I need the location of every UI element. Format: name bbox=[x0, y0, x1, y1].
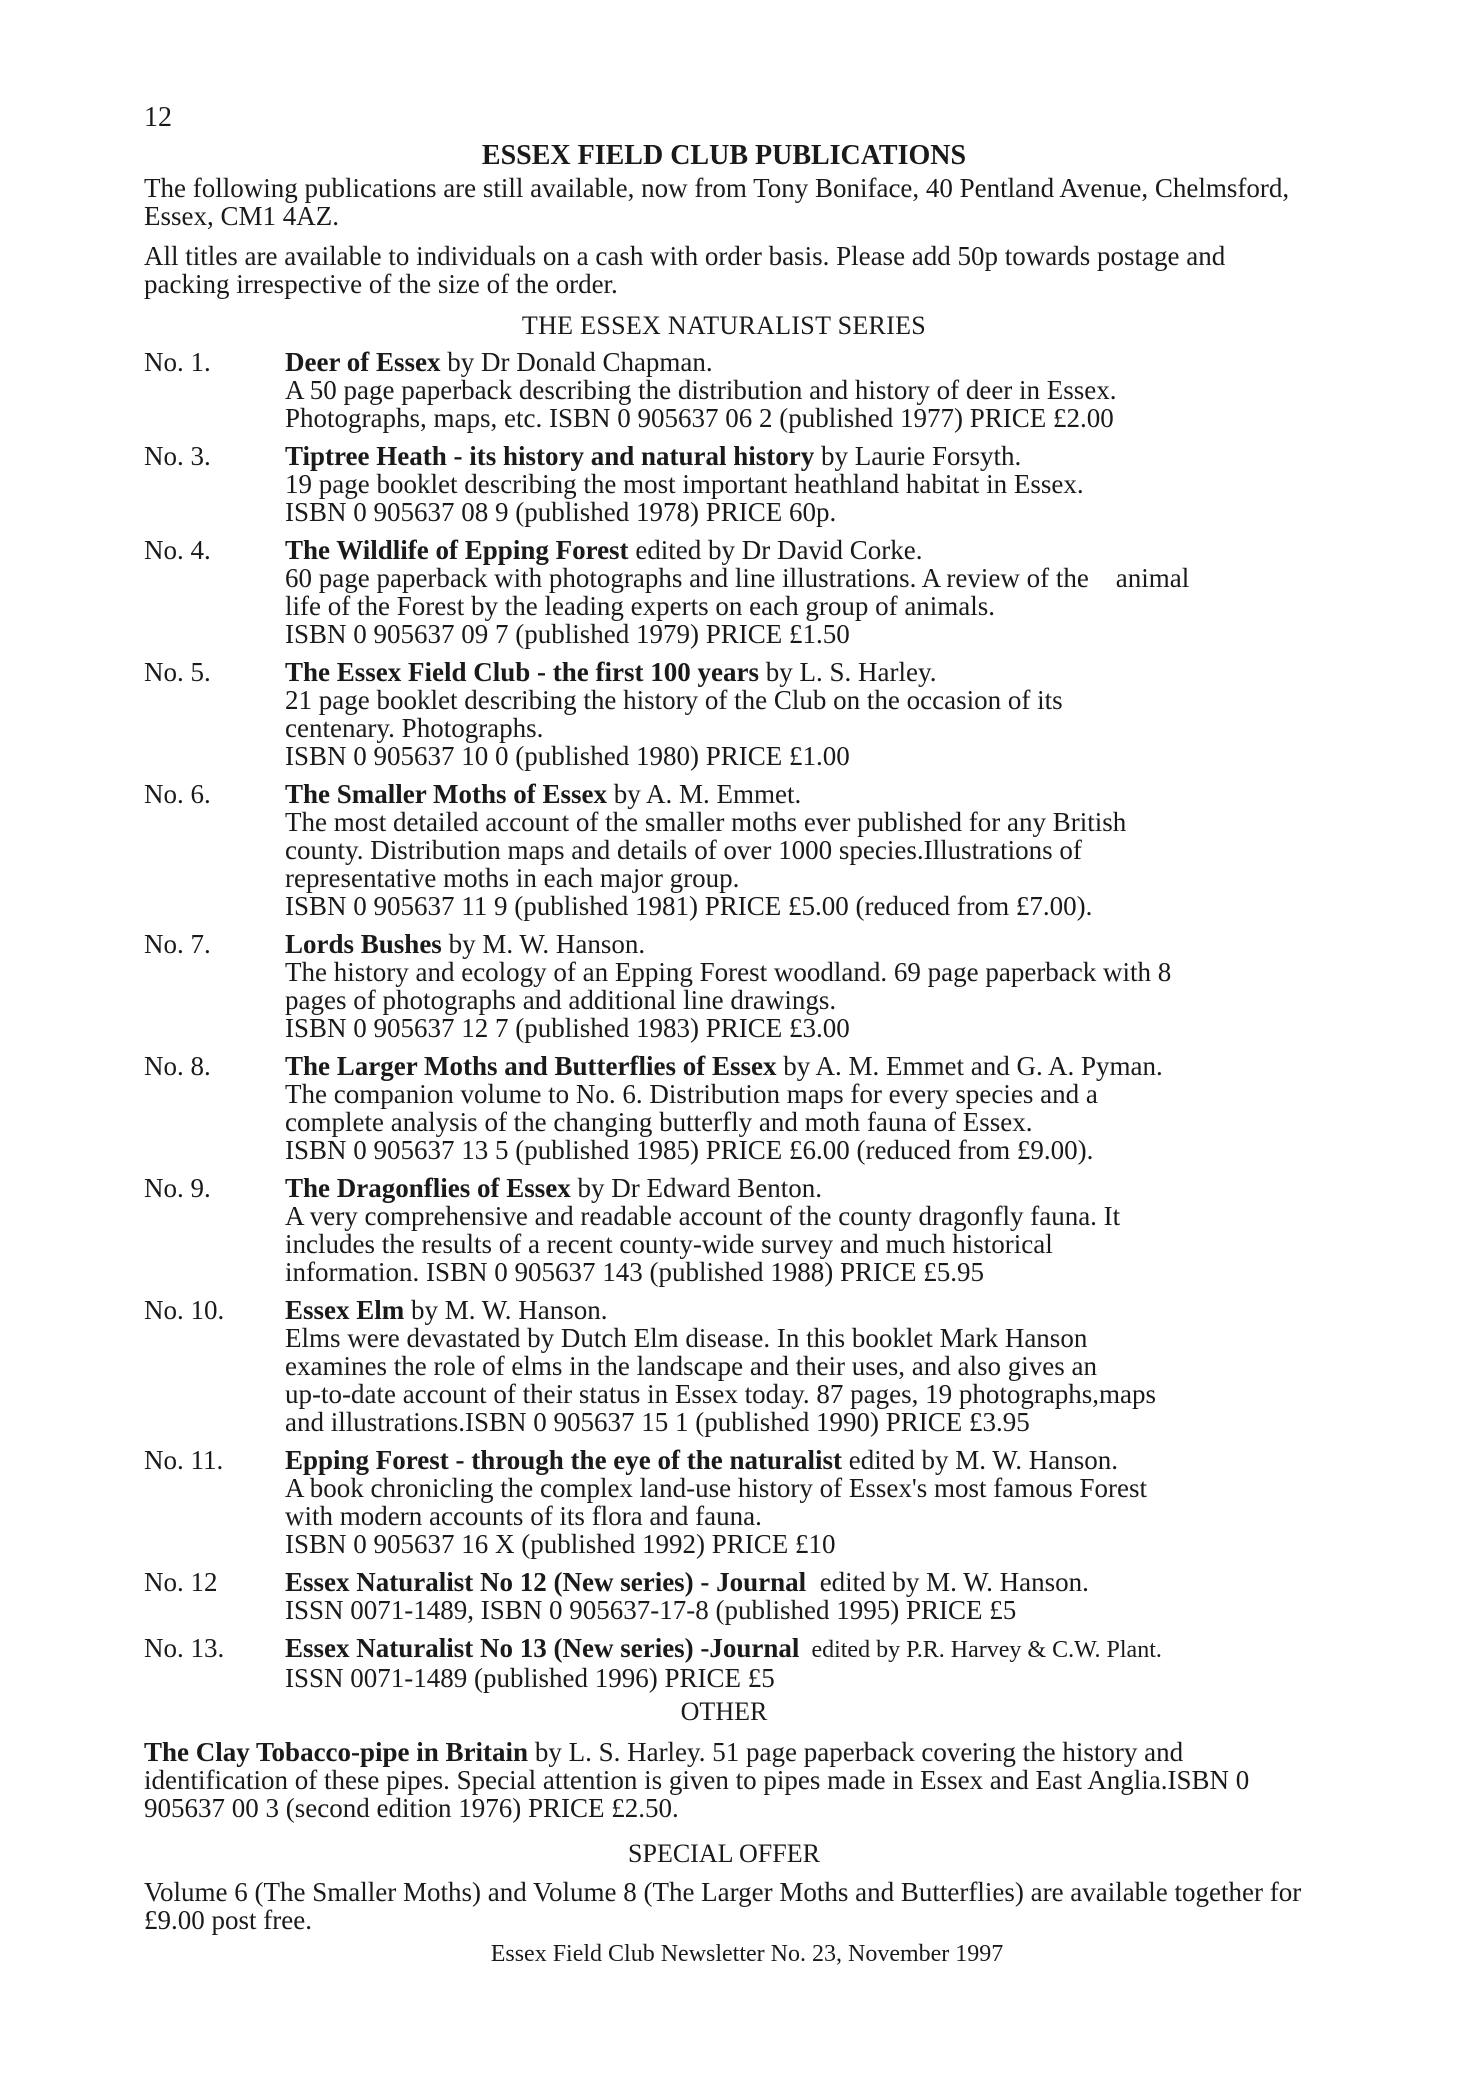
publication-description-line: The history and ecology of an Epping Forest woodland. 69 page paperback with 8 bbox=[285, 957, 1172, 987]
publication-title: The Smaller Moths of Essex bbox=[285, 779, 607, 809]
publication-details bbox=[285, 536, 1304, 648]
publication-author: by L. S. Harley. bbox=[758, 657, 937, 687]
publication-author: by Dr Donald Chapman. bbox=[440, 347, 713, 377]
publication-description-line: complete analysis of the changing butterfly and moth fauna of Essex. bbox=[285, 1107, 1033, 1137]
publication-description-line: The most detailed account of the smaller moths ever published for any British bbox=[285, 807, 1127, 837]
publication-description-line: ISBN 0 905637 08 9 (published 1978) PRICE 60p. bbox=[285, 497, 837, 527]
publication-heading-line bbox=[285, 780, 1304, 808]
publication-number: No. 3. bbox=[144, 441, 211, 471]
publication-title: Essex Elm bbox=[285, 1295, 405, 1325]
publication-description-line: ISBN 0 905637 10 0 (published 1980) PRICE £1.00 bbox=[285, 741, 850, 771]
publication-details bbox=[285, 1174, 1304, 1286]
publication-title: The Dragonflies of Essex bbox=[285, 1173, 571, 1203]
publication-description-line: ISBN 0 905637 09 7 (published 1979) PRICE £1.50 bbox=[285, 619, 850, 649]
publication-entry bbox=[144, 930, 1304, 1042]
publication-number: No. 12 bbox=[144, 1567, 218, 1597]
publication-description-line: ISBN 0 905637 12 7 (published 1983) PRICE £3.00 bbox=[285, 1013, 850, 1043]
publication-details bbox=[285, 1052, 1304, 1164]
publication-description-line: ISSN 0071-1489 (published 1996) PRICE £5 bbox=[285, 1663, 775, 1693]
publication-description-line: ISBN 0 905637 11 9 (published 1981) PRICE £5.00 (reduced from £7.00). bbox=[285, 891, 1093, 921]
publication-description-line: and illustrations.ISBN 0 905637 15 1 (published 1990) PRICE £3.95 bbox=[285, 1407, 1030, 1437]
other-publication-text: by L. S. Harley. 51 page paperback covering the history and identification of these pipes. Special attention is given to pipes made in Essex and East Anglia.ISBN 0 905637 00 3 (second edition 1976) PRICE £2.50. bbox=[144, 1737, 1250, 1823]
series-heading: THE ESSEX NATURALIST SERIES bbox=[521, 311, 927, 340]
publication-number: No. 1. bbox=[144, 347, 211, 377]
publication-heading-line bbox=[285, 1052, 1304, 1080]
publication-entry bbox=[144, 1568, 1304, 1624]
newsletter-footer: Essex Field Club Newsletter No. 23, November 1997 bbox=[490, 1941, 1004, 1967]
publication-title: Essex Naturalist No 13 (New series) -Journal bbox=[285, 1633, 800, 1663]
publication-description-line: The companion volume to No. 6. Distribution maps for every species and a bbox=[285, 1079, 1098, 1109]
publication-author: by Laurie Forsyth. bbox=[814, 441, 1022, 471]
publication-details bbox=[285, 1446, 1304, 1558]
publication-title: Deer of Essex bbox=[285, 347, 441, 377]
publication-title: The Wildlife of Epping Forest bbox=[285, 535, 629, 565]
publication-heading-line bbox=[285, 1634, 1304, 1664]
publication-description-line: representative moths in each major group. bbox=[285, 863, 740, 893]
other-heading: OTHER bbox=[680, 1697, 768, 1726]
publication-description-line: up-to-date account of their status in Essex today. 87 pages, 19 photographs,maps bbox=[285, 1379, 1157, 1409]
publication-entry bbox=[144, 1446, 1304, 1558]
publication-description-line: ISSN 0071-1489, ISBN 0 905637-17-8 (published 1995) PRICE £5 bbox=[285, 1595, 1017, 1625]
publication-number: No. 9. bbox=[144, 1173, 211, 1203]
publication-description-line: pages of photographs and additional line drawings. bbox=[285, 985, 837, 1015]
page-number: 12 bbox=[144, 102, 172, 133]
publication-author: by A. M. Emmet and G. A. Pyman. bbox=[776, 1051, 1163, 1081]
publication-author: edited by Dr David Corke. bbox=[628, 535, 923, 565]
intro-paragraph-2: All titles are available to individuals on a cash with order basis. Please add 50p towards postage and packing irrespective of the size of the order. bbox=[144, 241, 1226, 299]
publication-title: The Larger Moths and Butterflies of Essex bbox=[285, 1051, 777, 1081]
special-offer-text: Volume 6 (The Smaller Moths) and Volume 8 (The Larger Moths and Butterflies) are available together for £9.00 post free. bbox=[144, 1877, 1302, 1935]
publication-number: No. 7. bbox=[144, 929, 211, 959]
publication-author: edited by P.R. Harvey & C.W. Plant. bbox=[799, 1637, 1162, 1663]
publication-description-line: life of the Forest by the leading experts on each group of animals. bbox=[285, 591, 996, 621]
publication-heading-line bbox=[285, 1446, 1304, 1474]
publication-description-line: ISBN 0 905637 13 5 (published 1985) PRICE £6.00 (reduced from £9.00). bbox=[285, 1135, 1094, 1165]
publication-heading-line bbox=[285, 658, 1304, 686]
publication-heading-line bbox=[285, 930, 1304, 958]
publication-heading-line bbox=[285, 536, 1304, 564]
publication-number: No. 11. bbox=[144, 1445, 224, 1475]
publication-author: edited by M. W. Hanson. bbox=[806, 1567, 1089, 1597]
other-publication bbox=[144, 1738, 1304, 1822]
publication-heading-line bbox=[285, 1568, 1304, 1596]
publication-entry bbox=[144, 1052, 1304, 1164]
publication-details bbox=[285, 442, 1304, 526]
publication-author: edited by M. W. Hanson. bbox=[842, 1445, 1119, 1475]
publication-number: No. 8. bbox=[144, 1051, 211, 1081]
publication-description-line: with modern accounts of its flora and fauna. bbox=[285, 1501, 762, 1531]
publication-description-line: A 50 page paperback describing the distribution and history of deer in Essex. bbox=[285, 375, 1117, 405]
publication-title: Essex Naturalist No 12 (New series) - Journal bbox=[285, 1567, 807, 1597]
publication-entry bbox=[144, 1174, 1304, 1286]
publication-details bbox=[285, 780, 1304, 920]
publication-author: by M. W. Hanson. bbox=[441, 929, 646, 959]
publication-title: Tiptree Heath - its history and natural history bbox=[285, 441, 815, 471]
publication-description-line: information. ISBN 0 905637 143 (published 1988) PRICE £5.95 bbox=[285, 1257, 984, 1287]
publication-author: by A. M. Emmet. bbox=[607, 779, 802, 809]
publication-description-line: centenary. Photographs. bbox=[285, 713, 544, 743]
publication-entry bbox=[144, 348, 1304, 432]
publication-author: by Dr Edward Benton. bbox=[570, 1173, 822, 1203]
publication-heading-line bbox=[285, 348, 1304, 376]
publication-title: Lords Bushes bbox=[285, 929, 442, 959]
other-publication-title: The Clay Tobacco-pipe in Britain bbox=[144, 1737, 529, 1767]
publication-number: No. 13. bbox=[144, 1633, 225, 1663]
publication-number: No. 10. bbox=[144, 1295, 225, 1325]
publication-details bbox=[285, 1634, 1304, 1692]
publication-heading-line bbox=[285, 1296, 1304, 1324]
publication-details bbox=[285, 658, 1304, 770]
publication-list bbox=[144, 348, 1304, 1692]
publication-entry bbox=[144, 536, 1304, 648]
publication-heading-line bbox=[285, 442, 1304, 470]
publication-description-line: examines the role of elms in the landscape and their uses, and also gives an bbox=[285, 1351, 1098, 1381]
publication-entry bbox=[144, 780, 1304, 920]
publication-details bbox=[285, 1568, 1304, 1624]
publication-number: No. 4. bbox=[144, 535, 211, 565]
publication-description-line: Photographs, maps, etc. ISBN 0 905637 06 2 (published 1977) PRICE £2.00 bbox=[285, 403, 1114, 433]
publication-title: Epping Forest - through the eye of the naturalist bbox=[285, 1445, 843, 1475]
publication-entry bbox=[144, 1296, 1304, 1436]
page-title: ESSEX FIELD CLUB PUBLICATIONS bbox=[481, 140, 967, 171]
publication-number: No. 6. bbox=[144, 779, 211, 809]
publication-entry bbox=[144, 658, 1304, 770]
publication-title: The Essex Field Club - the first 100 years bbox=[285, 657, 759, 687]
publication-details bbox=[285, 1296, 1304, 1436]
publication-details bbox=[285, 348, 1304, 432]
publication-description-line: includes the results of a recent county-wide survey and much historical bbox=[285, 1229, 1053, 1259]
publication-number: No. 5. bbox=[144, 657, 211, 687]
publication-heading-line bbox=[285, 1174, 1304, 1202]
publication-entry bbox=[144, 1634, 1304, 1692]
special-offer-heading: SPECIAL OFFER bbox=[628, 1839, 820, 1868]
publication-description-line: 60 page paperback with photographs and line illustrations. A review of the animal bbox=[285, 563, 1190, 593]
intro-paragraph-1: The following publications are still available, now from Tony Boniface, 40 Pentland Avenue, Chelmsford, Essex, CM1 4AZ. bbox=[144, 173, 1290, 231]
publication-details bbox=[285, 930, 1304, 1042]
publication-description-line: 21 page booklet describing the history of the Club on the occasion of its bbox=[285, 685, 1063, 715]
publication-author: by M. W. Hanson. bbox=[404, 1295, 608, 1325]
publication-description-line: county. Distribution maps and details of over 1000 species.Illustrations of bbox=[285, 835, 1082, 865]
publication-entry bbox=[144, 442, 1304, 526]
publication-description-line: A book chronicling the complex land-use history of Essex's most famous Forest bbox=[285, 1473, 1147, 1503]
publication-description-line: Elms were devastated by Dutch Elm disease. In this booklet Mark Hanson bbox=[285, 1323, 1088, 1353]
document-page bbox=[144, 104, 1304, 1968]
publication-description-line: 19 page booklet describing the most important heathland habitat in Essex. bbox=[285, 469, 1084, 499]
publication-description-line: A very comprehensive and readable account of the county dragonfly fauna. It bbox=[285, 1201, 1121, 1231]
publication-description-line: ISBN 0 905637 16 X (published 1992) PRICE £10 bbox=[285, 1529, 836, 1559]
